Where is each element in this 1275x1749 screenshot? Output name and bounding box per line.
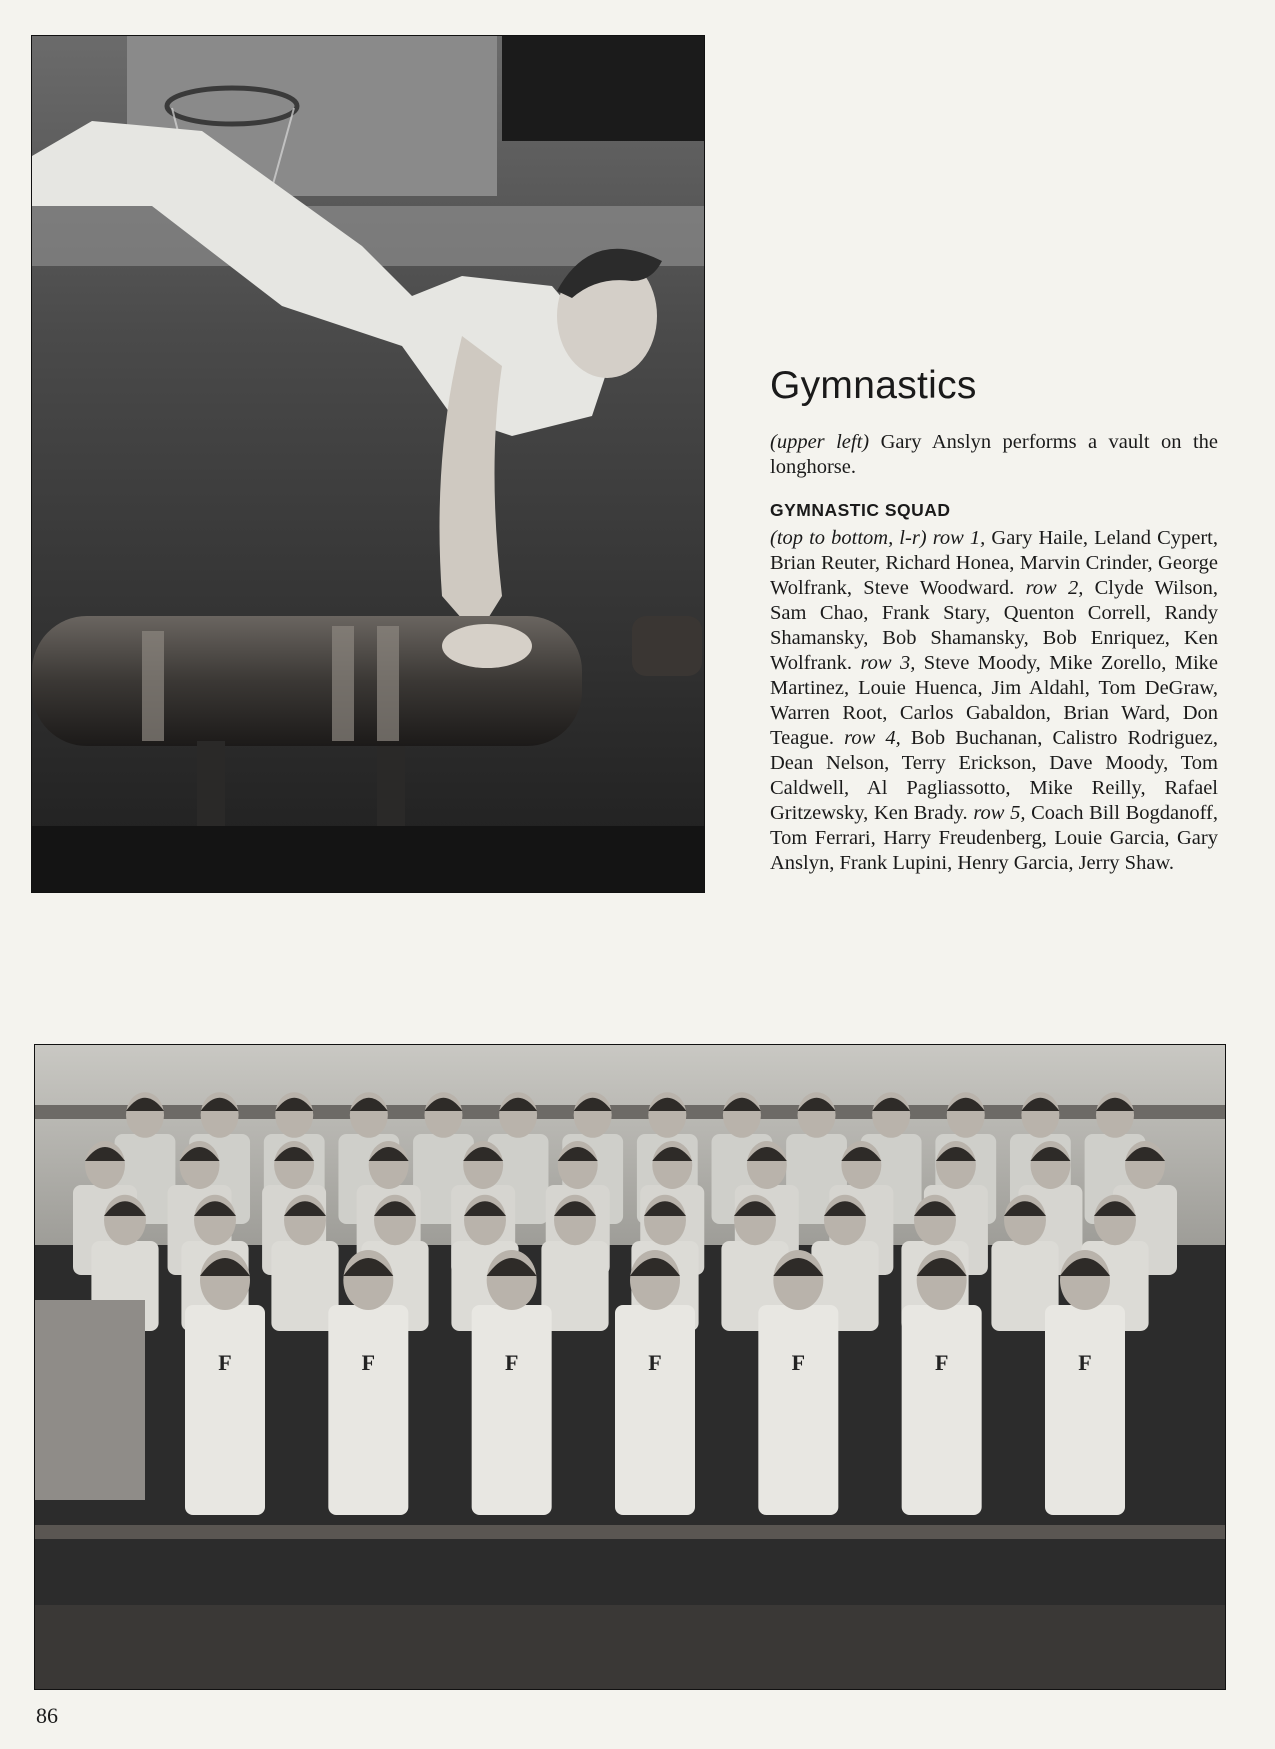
squad-photo (34, 1044, 1226, 1690)
vault-caption-text: Gary Anslyn performs a vault on the longhorse. (770, 431, 1218, 478)
squad-photo-image (35, 1045, 1225, 1689)
vault-caption-location: (upper left) (770, 431, 870, 453)
squad-caption-row-label: row 2, (1025, 577, 1084, 599)
page-number: 86 (36, 1703, 58, 1728)
squad-caption-row-label: row 5, (973, 802, 1026, 824)
team-member-body (615, 1305, 695, 1515)
coach-figure (35, 1300, 145, 1500)
jersey-letter: F (791, 1350, 806, 1375)
team-member-body (328, 1305, 408, 1515)
squad-caption-row-label: row 3, (860, 652, 916, 674)
vault-photo-image (32, 36, 704, 892)
squad-heading: GYMNASTIC SQUAD (770, 500, 951, 520)
squad-caption-names: Bob Buchanan, Calistro Rodriguez, Dean Nelson, Terry Erickson, Dave Moody, Tom Caldwell, Al Pagliassotto, Mike Reilly, Rafael Gritzewsky, Ken Brady. (770, 727, 1219, 824)
jersey-letter: F (504, 1350, 519, 1375)
article-caption-column (770, 364, 1218, 876)
jersey-letter: F (648, 1350, 662, 1375)
vault-caption (770, 430, 1218, 480)
team-member-body (1045, 1305, 1125, 1515)
team-member-body (185, 1305, 265, 1515)
page-title: Gymnastics (770, 364, 977, 407)
squad-caption-names: Coach Bill Bogdanoff, Tom Ferrari, Harry Freudenberg, Louie Garcia, Gary Anslyn, Frank Lupini, Henry Garcia, Jerry Shaw. (770, 802, 1219, 874)
squad-caption (770, 526, 1218, 876)
squad-caption-names: Clyde Wilson, Sam Chao, Frank Stary, Quenton Correll, Randy Shamansky, Bob Shamansky, Bob Enriquez, Ken Wolfrank. (770, 577, 1218, 674)
squad-caption-names: Gary Haile, Leland Cypert, Brian Reuter, Richard Honea, Marvin Crinder, George Wolfrank, Steve Woodward. (770, 527, 1218, 599)
team-member-body (902, 1305, 982, 1515)
bench (35, 1525, 1225, 1539)
vault-photo (31, 35, 705, 893)
team-member-body (758, 1305, 838, 1515)
squad-caption-names: Steve Moody, Mike Zorello, Mike Martinez, Louie Huenca, Jim Aldahl, Tom DeGraw, Warren Root, Carlos Gabaldon, Brian Ward, Don Teague. (770, 652, 1219, 749)
jersey-letter: F (218, 1350, 232, 1375)
jersey-letter: F (1078, 1350, 1092, 1375)
jersey-letter: F (934, 1350, 949, 1375)
jersey-letter: F (361, 1350, 376, 1375)
squad-caption-row-label: (top to bottom, l-r) row 1, (770, 527, 986, 549)
squad-caption-row-label: row 4, (844, 727, 901, 749)
team-member-body (472, 1305, 552, 1515)
